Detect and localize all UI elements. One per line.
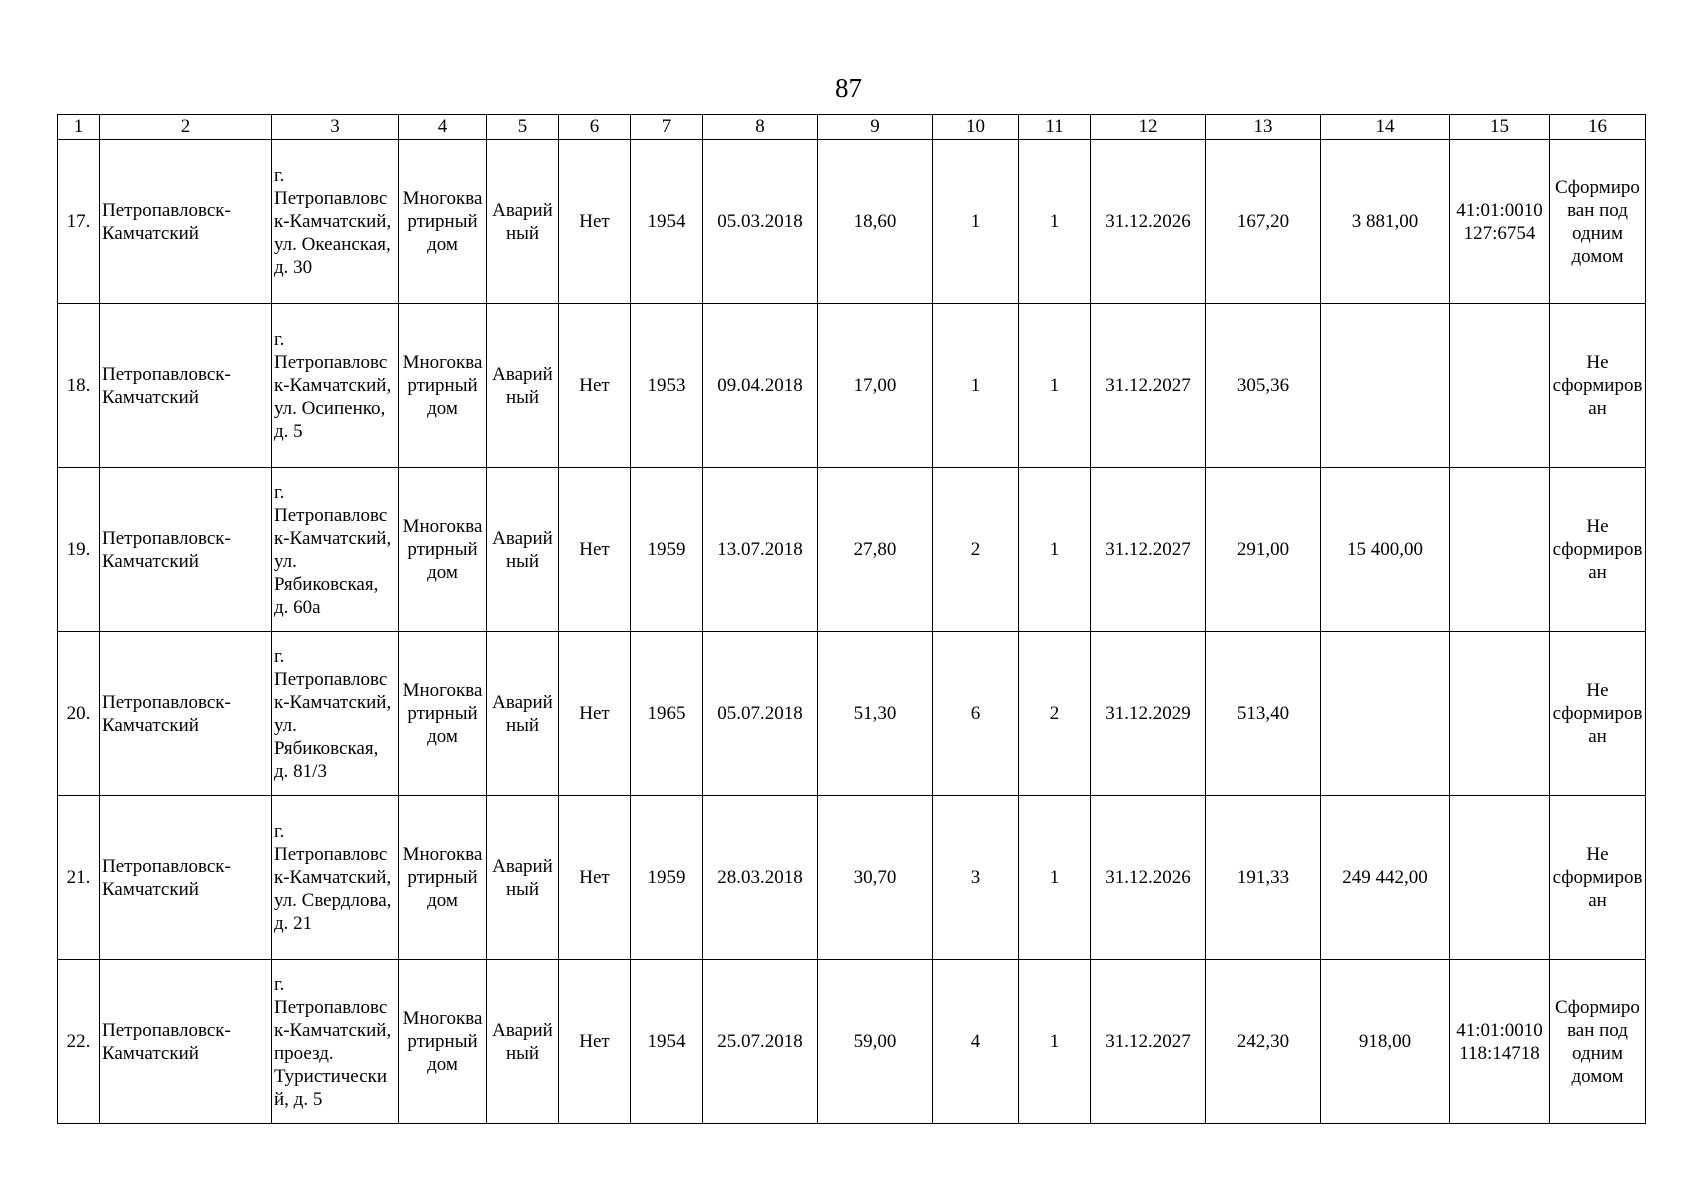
col-13-value: 242,30 — [1206, 960, 1321, 1124]
address: г. Петропавловск-Камчатский, ул. Океанская, д. 30 — [272, 140, 399, 304]
col-6-value: Нет — [559, 796, 631, 960]
recognition-date: 13.07.2018 — [703, 468, 818, 632]
column-header: 8 — [703, 115, 818, 140]
deadline-date: 31.12.2027 — [1091, 960, 1206, 1124]
col-13-value: 513,40 — [1206, 632, 1321, 796]
municipality: Петропавловск-Камчатский — [100, 140, 272, 304]
col-10-value: 6 — [933, 632, 1019, 796]
col-11-value: 1 — [1019, 140, 1091, 304]
year-built: 1953 — [631, 304, 703, 468]
column-header: 13 — [1206, 115, 1321, 140]
deadline-date: 31.12.2029 — [1091, 632, 1206, 796]
year-built: 1954 — [631, 960, 703, 1124]
col-10-value: 1 — [933, 304, 1019, 468]
col-6-value: Нет — [559, 304, 631, 468]
municipality: Петропавловск-Камчатский — [100, 468, 272, 632]
column-header: 3 — [272, 115, 399, 140]
col-14-value — [1321, 304, 1450, 468]
row-number: 21. — [58, 796, 100, 960]
deadline-date: 31.12.2026 — [1091, 140, 1206, 304]
column-number-row — [58, 115, 1646, 140]
building-status: Аварийный — [487, 796, 559, 960]
building-type: Многоквартирный дом — [399, 140, 487, 304]
building-status: Аварийный — [487, 468, 559, 632]
land-status: Сформирован под одним домом — [1550, 960, 1646, 1124]
col-10-value: 3 — [933, 796, 1019, 960]
area-value: 18,60 — [818, 140, 933, 304]
land-status: Сформирован под одним домом — [1550, 140, 1646, 304]
column-header: 2 — [100, 115, 272, 140]
row-number: 20. — [58, 632, 100, 796]
col-11-value: 1 — [1019, 468, 1091, 632]
row-number: 22. — [58, 960, 100, 1124]
col-11-value: 1 — [1019, 304, 1091, 468]
col-6-value: Нет — [559, 140, 631, 304]
col-14-value: 249 442,00 — [1321, 796, 1450, 960]
area-value: 30,70 — [818, 796, 933, 960]
year-built: 1965 — [631, 632, 703, 796]
cadastral-number — [1450, 468, 1550, 632]
recognition-date: 05.03.2018 — [703, 140, 818, 304]
cadastral-number — [1450, 796, 1550, 960]
land-status: Не сформирован — [1550, 468, 1646, 632]
column-header: 10 — [933, 115, 1019, 140]
table-row — [58, 304, 1646, 468]
table-row — [58, 468, 1646, 632]
column-header: 1 — [58, 115, 100, 140]
cadastral-number — [1450, 632, 1550, 796]
table-row — [58, 796, 1646, 960]
col-10-value: 2 — [933, 468, 1019, 632]
col-13-value: 305,36 — [1206, 304, 1321, 468]
table-row — [58, 140, 1646, 304]
table-row — [58, 960, 1646, 1124]
col-6-value: Нет — [559, 632, 631, 796]
building-status: Аварийный — [487, 304, 559, 468]
column-header: 15 — [1450, 115, 1550, 140]
address: г. Петропавловск-Камчатский, ул. Свердлова, д. 21 — [272, 796, 399, 960]
deadline-date: 31.12.2027 — [1091, 468, 1206, 632]
address: г. Петропавловск-Камчатский, ул. Рябиковская, д. 60а — [272, 468, 399, 632]
col-10-value: 4 — [933, 960, 1019, 1124]
land-status: Не сформирован — [1550, 304, 1646, 468]
col-14-value — [1321, 632, 1450, 796]
year-built: 1959 — [631, 796, 703, 960]
recognition-date: 05.07.2018 — [703, 632, 818, 796]
recognition-date: 28.03.2018 — [703, 796, 818, 960]
column-header: 7 — [631, 115, 703, 140]
building-type: Многоквартирный дом — [399, 304, 487, 468]
building-status: Аварийный — [487, 140, 559, 304]
building-status: Аварийный — [487, 632, 559, 796]
land-status: Не сформирован — [1550, 632, 1646, 796]
municipality: Петропавловск-Камчатский — [100, 304, 272, 468]
column-header: 11 — [1019, 115, 1091, 140]
col-11-value: 1 — [1019, 796, 1091, 960]
municipality: Петропавловск-Камчатский — [100, 960, 272, 1124]
row-number: 17. — [58, 140, 100, 304]
column-header: 12 — [1091, 115, 1206, 140]
col-14-value: 15 400,00 — [1321, 468, 1450, 632]
cadastral-number: 41:01:0010127:6754 — [1450, 140, 1550, 304]
address: г. Петропавловск-Камчатский, ул. Осипенко, д. 5 — [272, 304, 399, 468]
col-10-value: 1 — [933, 140, 1019, 304]
col-13-value: 191,33 — [1206, 796, 1321, 960]
building-type: Многоквартирный дом — [399, 468, 487, 632]
column-header: 6 — [559, 115, 631, 140]
area-value: 51,30 — [818, 632, 933, 796]
deadline-date: 31.12.2026 — [1091, 796, 1206, 960]
recognition-date: 09.04.2018 — [703, 304, 818, 468]
address: г. Петропавловск-Камчатский, ул. Рябиковская, д. 81/3 — [272, 632, 399, 796]
row-number: 18. — [58, 304, 100, 468]
column-header: 16 — [1550, 115, 1646, 140]
table-row — [58, 632, 1646, 796]
col-14-value: 918,00 — [1321, 960, 1450, 1124]
building-status: Аварийный — [487, 960, 559, 1124]
col-6-value: Нет — [559, 960, 631, 1124]
column-header: 5 — [487, 115, 559, 140]
address: г. Петропавловск-Камчатский, проезд. Туристический, д. 5 — [272, 960, 399, 1124]
year-built: 1954 — [631, 140, 703, 304]
recognition-date: 25.07.2018 — [703, 960, 818, 1124]
col-6-value: Нет — [559, 468, 631, 632]
col-14-value: 3 881,00 — [1321, 140, 1450, 304]
cadastral-number — [1450, 304, 1550, 468]
row-number: 19. — [58, 468, 100, 632]
column-header: 14 — [1321, 115, 1450, 140]
col-11-value: 2 — [1019, 632, 1091, 796]
col-13-value: 291,00 — [1206, 468, 1321, 632]
land-status: Не сформирован — [1550, 796, 1646, 960]
housing-registry-table — [57, 114, 1646, 1124]
area-value: 59,00 — [818, 960, 933, 1124]
area-value: 17,00 — [818, 304, 933, 468]
area-value: 27,80 — [818, 468, 933, 632]
building-type: Многоквартирный дом — [399, 960, 487, 1124]
municipality: Петропавловск-Камчатский — [100, 632, 272, 796]
col-11-value: 1 — [1019, 960, 1091, 1124]
year-built: 1959 — [631, 468, 703, 632]
building-type: Многоквартирный дом — [399, 796, 487, 960]
deadline-date: 31.12.2027 — [1091, 304, 1206, 468]
column-header: 9 — [818, 115, 933, 140]
page-number: 87 — [835, 73, 862, 103]
column-header: 4 — [399, 115, 487, 140]
col-13-value: 167,20 — [1206, 140, 1321, 304]
cadastral-number: 41:01:0010118:14718 — [1450, 960, 1550, 1124]
municipality: Петропавловск-Камчатский — [100, 796, 272, 960]
building-type: Многоквартирный дом — [399, 632, 487, 796]
